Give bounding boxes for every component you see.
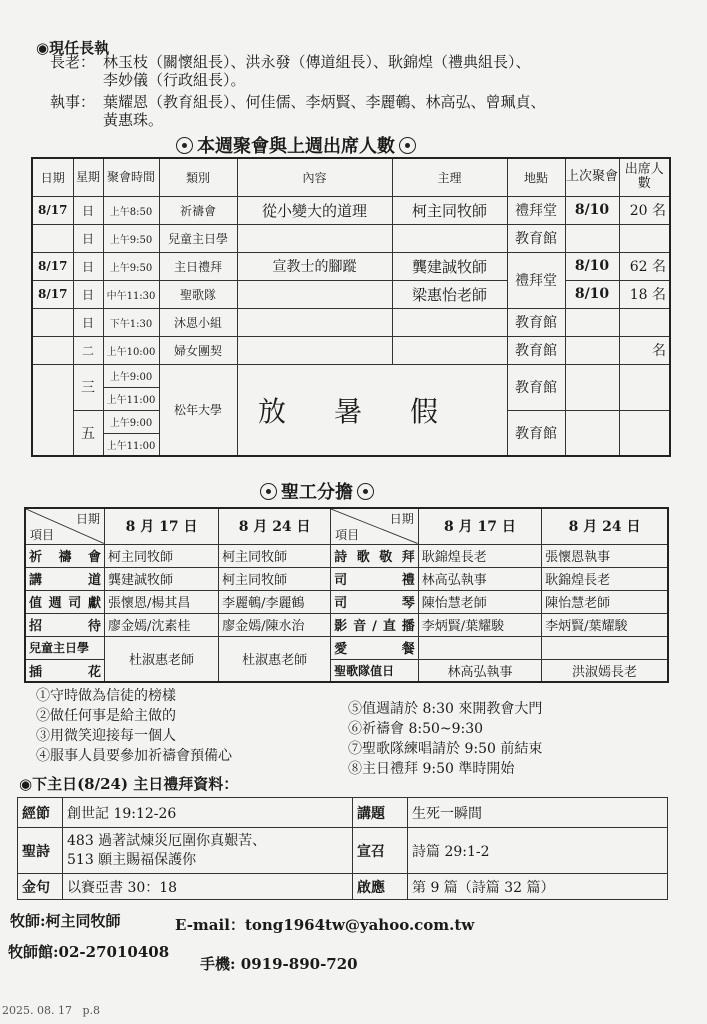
cell-last xyxy=(565,364,619,410)
cell-time: 上午9:50 xyxy=(103,224,159,252)
header-count: 出席人數 xyxy=(619,158,670,196)
cell-content: 宣教士的腳蹤 xyxy=(237,252,392,280)
note-item: ③用微笑迎接每一個人 xyxy=(36,728,176,744)
duty-cell: 李炳賢/葉耀駿 xyxy=(542,613,668,636)
cell-category: 兒童主日學 xyxy=(159,224,237,252)
duty-cell: 柯主同牧師 xyxy=(104,544,218,567)
cell-category: 沐恩小組 xyxy=(159,308,237,336)
duty-cell: 杜淑惠老師 xyxy=(219,636,331,682)
cell-time: 下午1:30 xyxy=(103,308,159,336)
attendance-table xyxy=(31,157,671,457)
scripture-value: 創世記 19:12-26 xyxy=(63,798,353,828)
duty-date-header: 8 月 24 日 xyxy=(219,508,331,544)
table-row xyxy=(32,280,670,308)
duty-cell: 林高弘執事 xyxy=(418,659,541,682)
attendance-header-row xyxy=(32,158,670,196)
duty-cell: 張懷恩執事 xyxy=(542,544,668,567)
footer-date: 2025. 08. 17 xyxy=(2,1004,72,1017)
cell-count xyxy=(619,410,670,456)
duty-item: 愛 餐 xyxy=(331,636,419,659)
duty-item: 聖歌隊值日 xyxy=(331,659,419,682)
cell-content: 從小變大的道理 xyxy=(237,196,392,224)
cell-weekday: 五 xyxy=(73,410,103,456)
cell-category: 松年大學 xyxy=(159,364,237,456)
cell-category: 祈禱會 xyxy=(159,196,237,224)
table-row xyxy=(18,798,668,828)
cell-date: 8/17 xyxy=(32,280,73,308)
cell-category: 聖歌隊 xyxy=(159,280,237,308)
duty-item: 司 禮 xyxy=(331,567,419,590)
note-item: ④服事人員要參加祈禱會預備心 xyxy=(36,748,232,764)
cell-place: 教育館 xyxy=(507,224,565,252)
cell-date: 8/17 xyxy=(32,196,73,224)
cell-place: 教育館 xyxy=(507,308,565,336)
table-row xyxy=(25,590,668,613)
duty-corner-left xyxy=(25,508,104,544)
cell-count: 20 名 xyxy=(619,196,670,224)
duty-item: 招 待 xyxy=(25,613,104,636)
cell-weekday: 日 xyxy=(73,196,103,224)
duty-title: 聖工分擔 xyxy=(256,478,378,504)
duty-header-row xyxy=(25,508,668,544)
call-label: 宣召 xyxy=(353,828,408,874)
cell-last: 8/10 xyxy=(565,280,619,308)
elders-line-1: 林玉枝（關懷組長）、洪永發（傳道組長）、耿錦煌（禮典組長）、 xyxy=(103,53,531,71)
hymn-label: 聖詩 xyxy=(18,828,63,874)
cell-date xyxy=(32,224,73,252)
email-label: E-mail： xyxy=(175,916,245,934)
vacation-label: 放暑假 xyxy=(237,364,507,456)
header-category: 類別 xyxy=(159,158,237,196)
cell-category: 主日禮拜 xyxy=(159,252,237,280)
cell-date xyxy=(32,364,73,456)
mobile-number: 0919-890-720 xyxy=(240,955,358,973)
duty-cell: 陳怡慧老師 xyxy=(418,590,541,613)
responsive-value: 第 9 篇（詩篇 32 篇） xyxy=(408,874,668,900)
duty-cell: 柯主同牧師 xyxy=(219,544,331,567)
footer xyxy=(2,1004,100,1017)
duty-cell: 李炳賢/葉耀駿 xyxy=(418,613,541,636)
call-value: 詩篇 29:1-2 xyxy=(408,828,668,874)
cell-count: 62 名 xyxy=(619,252,670,280)
duty-item: 插 花 xyxy=(25,659,104,682)
duty-cell: 林高弘執事 xyxy=(418,567,541,590)
cell-time: 上午11:00 xyxy=(103,433,159,456)
cell-place: 教育館 xyxy=(507,336,565,364)
parsonage-phone: 牧師館:02-27010408 xyxy=(8,943,170,961)
circle-dot-icon xyxy=(357,483,374,500)
deacons-label: 執事： xyxy=(50,93,96,111)
page-number: p.8 xyxy=(82,1004,101,1017)
cell-content xyxy=(237,308,392,336)
note-item: ①守時做為信徒的榜樣 xyxy=(36,688,176,704)
cell-host xyxy=(392,224,507,252)
email-line xyxy=(175,914,474,935)
cell-count xyxy=(619,308,670,336)
hymn-line: 513 願主賜福保護你 xyxy=(67,851,197,868)
duty-date-header: 8 月 17 日 xyxy=(418,508,541,544)
header-time: 聚會時間 xyxy=(103,158,159,196)
corner-date-label: 日期 xyxy=(75,512,100,526)
duty-cell: 杜淑惠老師 xyxy=(104,636,218,682)
cell-host: 梁惠怡老師 xyxy=(392,280,507,308)
cell-count: 18 名 xyxy=(619,280,670,308)
table-row xyxy=(25,567,668,590)
cell-time: 上午9:00 xyxy=(103,410,159,433)
duty-cell: 張懷恩/楊其昌 xyxy=(104,590,218,613)
duty-table xyxy=(24,507,669,683)
cell-weekday: 三 xyxy=(73,364,103,410)
duty-cell: 耿錦煌長老 xyxy=(418,544,541,567)
cell-last: 8/10 xyxy=(565,252,619,280)
duty-cell: 李麗鵪/李麗鶴 xyxy=(219,590,331,613)
cell-place: 禮拜堂 xyxy=(507,196,565,224)
cell-content xyxy=(237,336,392,364)
responsive-label: 啟應 xyxy=(353,874,408,900)
header-place: 地點 xyxy=(507,158,565,196)
circle-dot-icon xyxy=(176,137,193,154)
cell-content xyxy=(237,280,392,308)
duty-cell: 陳怡慧老師 xyxy=(542,590,668,613)
corner-item-label: 項目 xyxy=(335,527,360,542)
cell-weekday: 日 xyxy=(73,280,103,308)
scripture-label: 經節 xyxy=(18,798,63,828)
header-content: 內容 xyxy=(237,158,392,196)
attendance-title: 本週聚會與上週出席人數 xyxy=(172,132,420,158)
duty-cell xyxy=(542,636,668,659)
cell-date: 8/17 xyxy=(32,252,73,280)
header-date: 日期 xyxy=(32,158,73,196)
cell-host xyxy=(392,308,507,336)
duty-cell: 廖金嫣/陳水治 xyxy=(219,613,331,636)
duty-item: 值週司獻 xyxy=(25,590,104,613)
table-row xyxy=(25,544,668,567)
table-row xyxy=(18,828,668,874)
cell-count xyxy=(619,224,670,252)
deacons-line-2: 黃惠珠。 xyxy=(103,111,164,129)
cell-last xyxy=(565,224,619,252)
cell-last xyxy=(565,308,619,336)
cell-place: 教育館 xyxy=(507,410,565,456)
notes-right xyxy=(348,699,542,779)
circle-dot-icon xyxy=(260,483,277,500)
cell-host xyxy=(392,336,507,364)
table-row xyxy=(25,636,668,659)
header-weekday: 星期 xyxy=(73,158,103,196)
cell-weekday: 日 xyxy=(73,308,103,336)
duty-cell: 洪淑嫣長老 xyxy=(542,659,668,682)
mobile-label: 手機: xyxy=(200,955,236,973)
leaders-header: ◉現任長執 xyxy=(36,39,110,57)
duty-item: 詩歌敬拜 xyxy=(331,544,419,567)
table-row xyxy=(32,252,670,280)
next-sunday-table xyxy=(17,797,668,900)
cell-time: 上午10:00 xyxy=(103,336,159,364)
table-row xyxy=(32,364,670,387)
table-row xyxy=(18,874,668,900)
cell-time: 中午11:30 xyxy=(103,280,159,308)
hymn-value xyxy=(63,828,353,874)
header-host: 主理 xyxy=(392,158,507,196)
cell-host: 柯主同牧師 xyxy=(392,196,507,224)
cell-date xyxy=(32,336,73,364)
cell-weekday: 二 xyxy=(73,336,103,364)
cell-place: 教育館 xyxy=(507,364,565,410)
duty-cell: 耿錦煌長老 xyxy=(542,567,668,590)
corner-date-label: 日期 xyxy=(389,512,414,526)
note-item: ⑥祈禱會 8:50~9:30 xyxy=(348,721,484,737)
duty-item: 兒童主日學 xyxy=(25,636,104,659)
table-row xyxy=(32,336,670,364)
elders-line-2: 李妙儀（行政組長）。 xyxy=(103,71,246,89)
email-link[interactable]: tong1964tw@yahoo.com.tw xyxy=(244,916,475,934)
verse-label: 金句 xyxy=(18,874,63,900)
cell-weekday: 日 xyxy=(73,252,103,280)
table-row xyxy=(32,196,670,224)
cell-count xyxy=(619,364,670,410)
cell-place: 禮拜堂 xyxy=(507,252,565,308)
table-row xyxy=(32,308,670,336)
cell-time: 上午8:50 xyxy=(103,196,159,224)
duty-item: 司 琴 xyxy=(331,590,419,613)
hymn-line: 483 過著試煉災厄圍你真艱苦、 xyxy=(67,832,267,849)
note-item: ⑧主日禮拜 9:50 準時開始 xyxy=(348,761,515,777)
duty-date-header: 8 月 24 日 xyxy=(542,508,668,544)
header-last: 上次聚會 xyxy=(565,158,619,196)
notes-left xyxy=(36,686,232,766)
elders-label: 長老： xyxy=(50,53,96,71)
duty-item: 影音/直播 xyxy=(331,613,419,636)
cell-host: 龔建誠牧師 xyxy=(392,252,507,280)
duty-cell: 龔建誠牧師 xyxy=(104,567,218,590)
duty-date-header: 8 月 17 日 xyxy=(104,508,218,544)
cell-last: 8/10 xyxy=(565,196,619,224)
note-item: ②做任何事是給主做的 xyxy=(36,708,176,724)
note-item: ⑤值週請於 8:30 來開教會大門 xyxy=(348,701,543,717)
cell-count: 名 xyxy=(619,336,670,364)
duty-cell: 柯主同牧師 xyxy=(219,567,331,590)
cell-weekday: 日 xyxy=(73,224,103,252)
cell-category: 婦女團契 xyxy=(159,336,237,364)
duty-item: 講 道 xyxy=(25,567,104,590)
corner-item-label: 項目 xyxy=(30,527,55,542)
cell-date xyxy=(32,308,73,336)
duty-cell: 廖金嫣/沈素桂 xyxy=(104,613,218,636)
sermon-label: 講題 xyxy=(353,798,408,828)
cell-time: 上午9:00 xyxy=(103,364,159,387)
circle-dot-icon xyxy=(399,137,416,154)
deacons-line-1: 葉耀恩（教育組長）、何佳儒、李炳賢、李麗鵪、林高弘、曾珮貞、 xyxy=(103,93,546,111)
duty-cell xyxy=(418,636,541,659)
table-row xyxy=(25,613,668,636)
cell-time: 上午9:50 xyxy=(103,252,159,280)
cell-time: 上午11:00 xyxy=(103,387,159,410)
cell-content xyxy=(237,224,392,252)
table-row xyxy=(32,224,670,252)
mobile-line xyxy=(200,953,358,974)
cell-last xyxy=(565,410,619,456)
verse-value: 以賽亞書 30：18 xyxy=(63,874,353,900)
note-item: ⑦聖歌隊練唱請於 9:50 前結束 xyxy=(348,741,543,757)
duty-corner-right xyxy=(331,508,419,544)
next-sunday-header: ◉下主日(8/24) 主日禮拜資料： xyxy=(19,775,239,793)
cell-last xyxy=(565,336,619,364)
sermon-value: 生死一瞬間 xyxy=(408,798,668,828)
pastor-name: 牧師:柯主同牧師 xyxy=(10,912,121,930)
duty-item: 祈 禱 會 xyxy=(25,544,104,567)
